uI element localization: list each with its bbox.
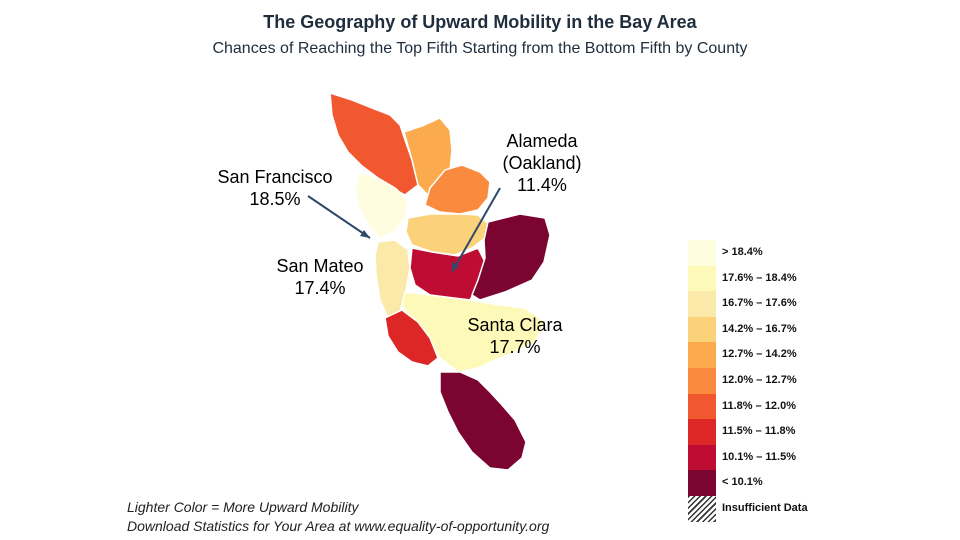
label-san-mateo-value: 17.4%: [294, 278, 346, 298]
label-santa-clara: [450, 314, 580, 358]
legend-label: 11.5% – 11.8%: [722, 425, 796, 438]
map-subtitle: Chances of Reaching the Top Fifth Starting from the Bottom Fifth by County: [212, 40, 748, 57]
legend-swatch: [688, 394, 716, 420]
label-san-francisco-name: San Francisco: [217, 167, 333, 187]
legend-label: > 18.4%: [722, 246, 763, 258]
label-santa-clara-name: Santa Clara: [467, 315, 563, 335]
legend-swatch: [688, 419, 716, 445]
legend-label: 16.7% – 17.6%: [722, 297, 797, 310]
legend-swatch: [688, 342, 716, 368]
legend-label: 11.8% – 12.0%: [722, 399, 797, 412]
legend-swatch: [688, 445, 716, 471]
legend-label: 10.1% – 11.5%: [722, 450, 797, 463]
legend-label: 12.7% – 14.2%: [722, 348, 797, 361]
legend-label: Insufficient Data: [722, 501, 808, 514]
label-alameda-value: 11.4%: [517, 175, 567, 195]
legend-swatch: [688, 240, 716, 266]
label-san-mateo-name: San Mateo: [276, 256, 364, 276]
legend-label: < 10.1%: [722, 476, 763, 489]
legend-swatch: [688, 317, 716, 343]
footer-line-2: Download Statistics for Your Area at www.equality-of-opportunity.org: [127, 518, 550, 534]
map-title: The Geography of Upward Mobility in the Bay Area: [263, 12, 697, 32]
legend-swatch: [688, 496, 716, 522]
label-santa-clara-value: 17.7%: [489, 337, 541, 357]
legend-swatch: [688, 266, 716, 292]
region-south-county: [440, 372, 526, 470]
label-alameda-line1: Alameda: [506, 131, 578, 151]
label-alameda: [482, 130, 602, 196]
legend-label: 14.2% – 16.7%: [722, 322, 797, 335]
footer-line-1: Lighter Color = More Upward Mobility: [127, 499, 359, 515]
legend-swatch: [688, 470, 716, 496]
label-san-mateo: [255, 255, 385, 299]
label-alameda-line2: (Oakland): [502, 153, 582, 173]
legend-label: 17.6% – 18.4%: [722, 271, 797, 284]
legend-swatch: [688, 368, 716, 394]
legend-label: 12.0% – 12.7%: [722, 373, 797, 386]
label-san-francisco-value: 18.5%: [249, 189, 301, 209]
label-san-francisco: [200, 166, 350, 210]
legend-swatch: [688, 291, 716, 317]
